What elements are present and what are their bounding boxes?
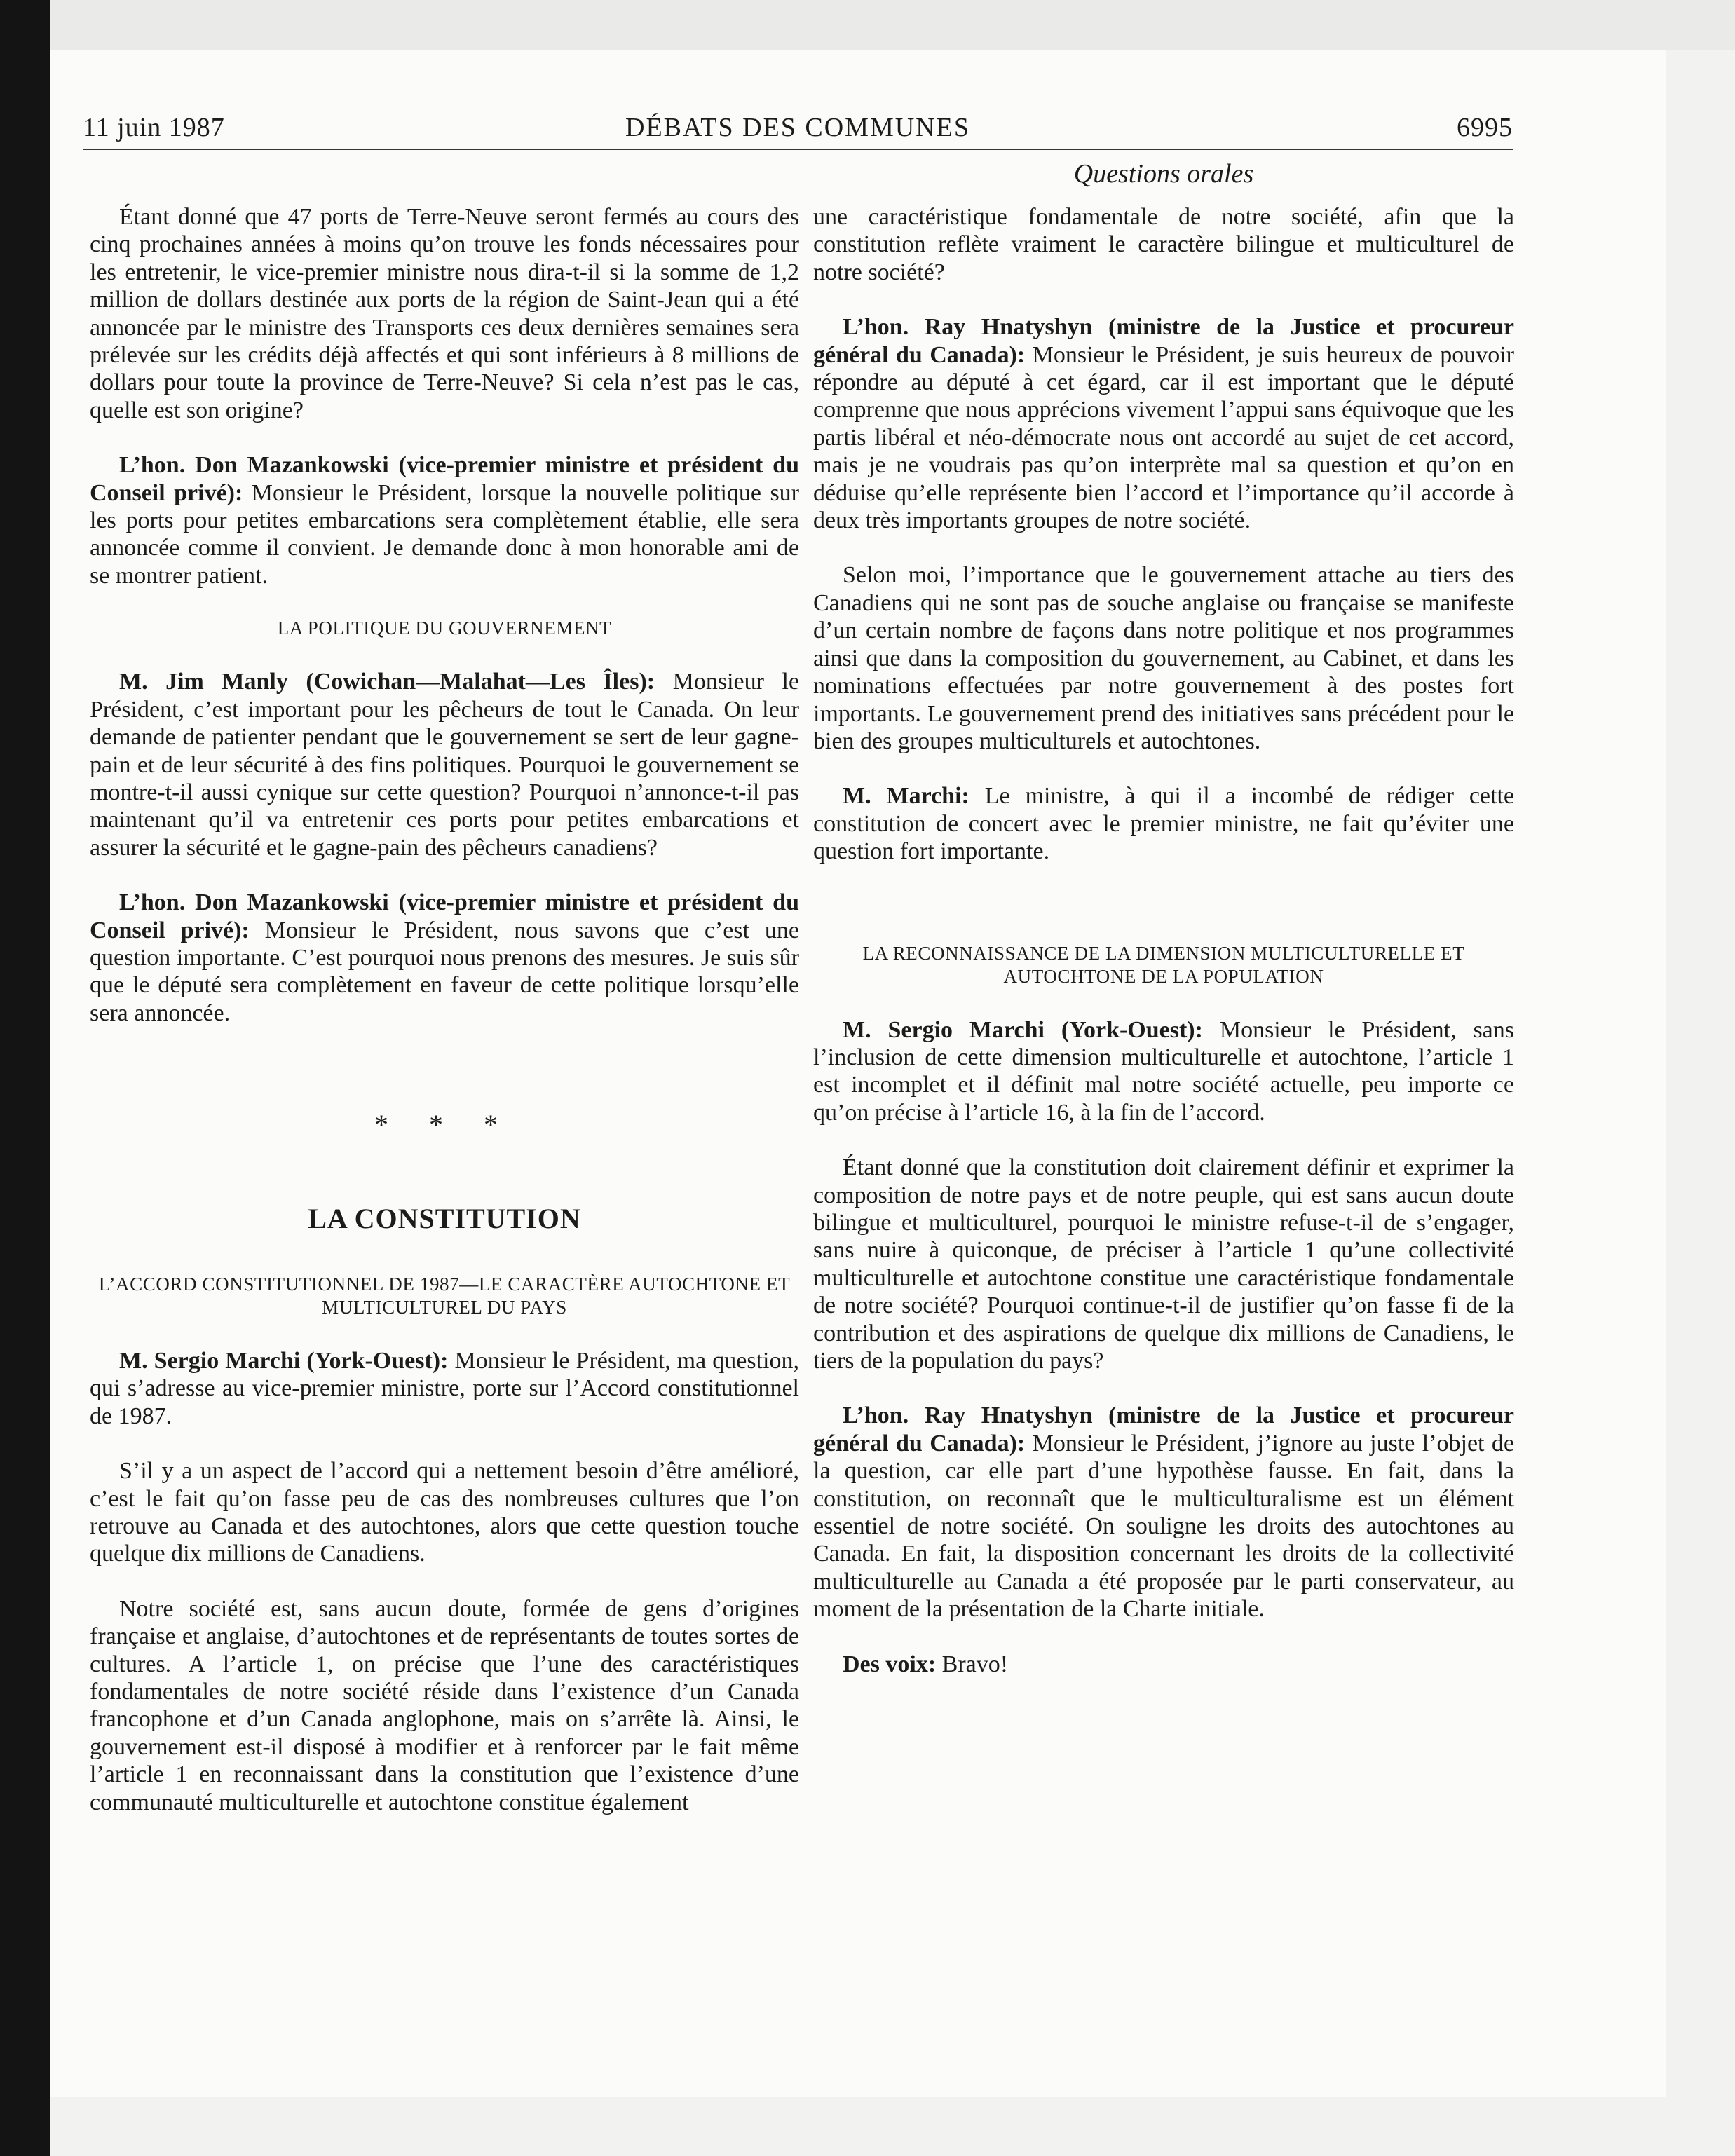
paragraph: Notre société est, sans aucun doute, formée de gens d’origines française et anglaise, d’autochtones et de représentants de toutes sortes de cultures. A l’article 1, on précise que l’une des caractéristiques fondamentales de notre société réside dans l’existence d’un Canada francophone et d’un Canada anglophone, mais on s’arrête là. Ainsi, le gouvernement est-il disposé à modifier et à renforcer par le fait même l’article 1 en reconnaissant dans la constitution que l’existence d’une communauté multiculturelle et autochtone constitue également <box>90 1595 799 1815</box>
speaker: M. Sergio Marchi (York-Ouest): <box>843 1016 1203 1043</box>
speaker: L’hon. Don Mazankowski (vice-premier ministre et président du Conseil privé): <box>90 452 799 506</box>
speaker: Des voix: <box>843 1651 937 1677</box>
speech-text: Monsieur le Président, c’est important pour les pêcheurs de tout le Canada. On leur demande de patienter pendant que le gouvernement se sert de leur gagne-pain et de leur sécurité à des fins politiques. Pourquoi le gouvernement se montre-t-il aussi cynique sur cette question? Pourquoi n’annonce-t-il pas maintenant qu’il va entretenir ces ports pour petites embarcations et assurer la sécurité et le gagne-pain des pêcheurs canadiens? <box>90 669 799 861</box>
speech-text: Le ministre, à qui il a incombé de rédiger cette constitution de concert avec le premier ministre, ne fait qu’éviter une question fort importante. <box>813 783 1514 865</box>
speaker: M. Marchi: <box>843 783 969 810</box>
paragraph <box>813 1402 1514 1623</box>
page-header <box>83 112 1513 147</box>
paragraph <box>90 1347 799 1430</box>
header-page-number: 6995 <box>1457 113 1513 142</box>
paragraph <box>90 889 799 1027</box>
header-publication: DÉBATS DES COMMUNES <box>625 113 970 142</box>
running-head: Questions orales <box>1073 159 1254 189</box>
spacer <box>813 893 1514 932</box>
paragraph <box>813 313 1514 534</box>
speaker: M. Sergio Marchi (York-Ouest): <box>119 1347 449 1374</box>
section-title: LA CONSTITUTION <box>308 1202 581 1234</box>
subheading: LA RECONNAISSANCE DE LA DIMENSION MULTICULTURELLE ET AUTOCHTONE DE LA POPULATION <box>862 942 1465 987</box>
speaker: L’hon. Don Mazankowski (vice-premier ministre et président du Conseil privé): <box>90 889 799 943</box>
speech-text: Monsieur le Président, je suis heureux de pouvoir répondre au député à cet égard, car il est important que le député comprenne que nous apprécions vivement l’appui sans équivoque que les partis libéral et néo-démocrate nous ont accordé au sujet de cet accord, mais je ne voudrais pas qu’on interprète mal sa question et qu’on en déduise qu’elle représente bien l’accord et l’importance qu’il accorde à deux très importants groupes de notre société. <box>813 341 1514 534</box>
scan-border <box>0 0 50 2156</box>
speech-text: Monsieur le Président, sans l’inclusion de cette dimension multiculturelle et autochtone, l’article 1 est incomplet et il définit mal notre société actuelle, peu importe ce qu’on précise à l’article 16, à la fin de l’accord. <box>813 1016 1515 1126</box>
left-column <box>90 203 799 1843</box>
paragraph: une caractéristique fondamentale de notre société, afin que la constitution reflète vraiment le caractère bilingue et multiculturel de notre société? <box>813 204 1514 285</box>
paragraph <box>90 668 799 861</box>
speech-text: Monsieur le Président, ma question, qui s’adresse au vice-premier ministre, porte sur l’Accord constitutionnel de 1987. <box>90 1347 799 1429</box>
speaker: M. Jim Manly (Cowichan—Malahat—Les Îles): <box>119 669 655 695</box>
speaker: L’hon. Ray Hnatyshyn (ministre de la Justice et procureur général du Canada): <box>813 314 1514 368</box>
paragraph: Selon moi, l’importance que le gouvernement attache au tiers des Canadiens qui ne sont pas de souche anglaise ou française se manifeste d’un certain nombre de façons dans notre politique et nos programmes ainsi que dans la composition du gouvernement, au Cabinet, et dans les nominations effectuées par notre gouvernement à des postes fort importants. Le gouvernement prend des initiatives sans précédent pour le bien des groupes multiculturels et autochtones. <box>813 562 1514 754</box>
speech-text: Bravo! <box>936 1651 1009 1677</box>
header-date: 11 juin 1987 <box>83 113 225 142</box>
speaker: L’hon. Ray Hnatyshyn (ministre de la Justice et procureur général du Canada): <box>813 1403 1514 1456</box>
paragraph: Étant donné que la constitution doit clairement définir et exprimer la composition de notre pays et de notre peuple, qui est sans aucun doute bilingue et multiculturel, pourquoi le ministre refuse-t-il de s’engager, sans nuire à quiconque, de préciser à l’article 1 qu’une collectivité multiculturelle et autochtone constitue une caractéristique fondamentale de notre société? Pourquoi continue-t-il de justifier qu’on fasse fi de la contribution et des aspirations de quelque dix millions de Canadiens, le tiers de la population du pays? <box>813 1154 1514 1374</box>
paragraph <box>813 1016 1514 1127</box>
right-column <box>813 203 1514 1705</box>
subheading: LA POLITIQUE DU GOUVERNEMENT <box>277 618 612 639</box>
speech-text: Monsieur le Président, j’ignore au juste l’objet de la question, car elle part d’une hypothèse fausse. En fait, dans la constitution, on reconnaît que le multiculturalisme est un élément essentiel de notre société. On souligne les droits des autochtones au Canada. En fait, la disposition concernant les droits de la collectivité multiculturelle au Canada a été proposée par le parti conservateur, au moment de la présentation de la Charte initiale. <box>813 1430 1514 1623</box>
header-rule <box>83 149 1513 150</box>
scan-margin <box>50 0 1735 50</box>
paragraph <box>813 782 1514 865</box>
paragraph: S’il y a un aspect de l’accord qui a nettement besoin d’être amélioré, c’est le fait qu’on fasse peu de cas des nombreuses cultures que l’on retrouve au Canada et des autochtones, alors que cette question touche quelque dix millions de Canadiens. <box>90 1458 799 1567</box>
paragraph <box>90 451 799 589</box>
paragraph <box>813 1651 1514 1678</box>
subheading: L’ACCORD CONSTITUTIONNEL DE 1987—LE CARACTÈRE AUTOCHTONE ET MULTICULTUREL DU PAYS <box>98 1273 791 1318</box>
paragraph: Étant donné que 47 ports de Terre-Neuve seront fermés au cours des cinq prochaines années à moins qu’on trouve les fonds nécessaires pour les entretenir, le vice-premier ministre nous dira-t-il si la somme de 1,2 million de dollars destinée aux ports de la région de Saint-Jean qui a été annoncée par le ministre des Transports ces deux dernières semaines sera prélevée sur les crédits déjà affectés et qui sont inférieurs à 8 millions de dollars pour toute la province de Terre-Neuve? Si cela n’est pas le cas, quelle est son origine? <box>90 204 799 423</box>
speech-text: Monsieur le Président, nous savons que c’est une question importante. C’est pourquoi nous prenons des mesures. Je suis sûr que le député sera complètement en faveur de cette politique lorsqu’elle sera annoncée. <box>90 917 800 1026</box>
speech-text: Monsieur le Président, lorsque la nouvelle politique sur les ports pour petites embarcations sera complètement établie, elle sera annoncée comme il convient. Je demande donc à mon honorable ami de se montrer patient. <box>90 479 800 589</box>
section-separator: * * * <box>374 1109 515 1141</box>
